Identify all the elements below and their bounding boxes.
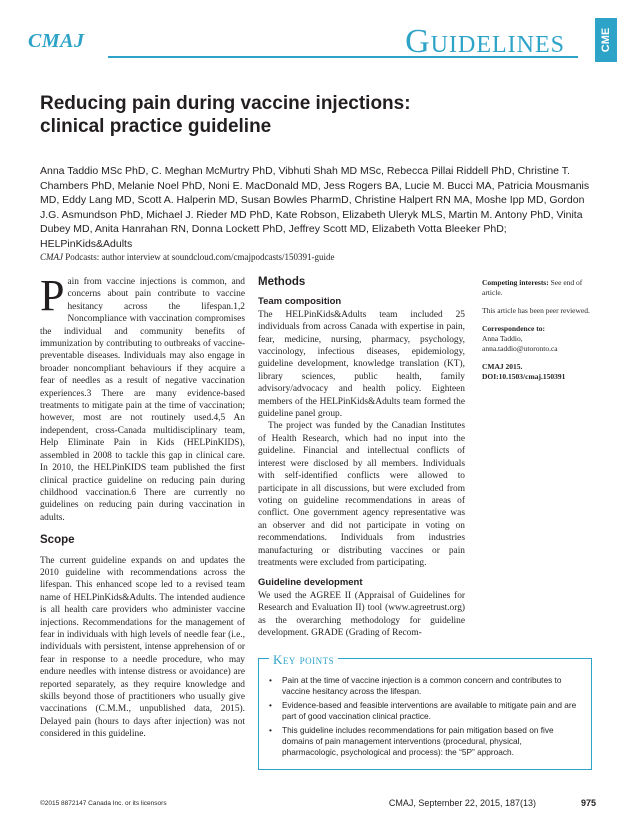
drop-cap: P: [40, 271, 65, 320]
team-paragraph-1: The HELPinKids&Adults team included 25 individuals from across Canada with expertise in pain, fear, medicine, nursing, pharmacy, psychology, vaccinology, infectious diseases, epidemiology, guideline development, knowledge translation (KT), library sciences, public health, family advisory/advocacy and health policy. Eighteen members of the HELPinKids&Adults team formed the guideline panel group.: [258, 309, 465, 420]
competing-label: Competing interests:: [482, 278, 549, 287]
bullet-icon: •: [269, 725, 272, 736]
podcast-text: Podcasts: author interview at soundcloud.com/cmajpodcasts/150391-guide: [63, 252, 335, 262]
key-point-text: This guideline includes recommendations for pain mitigation based on five domains of pain management interventions (procedural, physical, pharmacologic, psychological and process): the “5P” approach.: [282, 725, 554, 757]
author-list: Anna Taddio MSc PhD, C. Meghan McMurtry PhD, Vibhuti Shah MD MSc, Rebecca Pillai Riddell PhD, Christine T. Chambers PhD, Melanie Noel PhD, Noni E. MacDonald MD, Jess Rogers BA, Lucie M. Bucci MA, Patricia Mousmanis MD, Eddy Lang MD, Scott A. Halperin MD, Susan Bowles PharmD, Christine Halpert RN MA, Moshe Ipp MD, Gordon J.G. Asmundson PhD, Michael J. Rieder MD PhD, Kate Robson, Elizabeth Uleryk MLS, Martin M. Antony PhD, Vinita Dubey MD, Anita Hanrahan RN, Donna Lockett PhD, Jeffrey Scott MD, Elizabeth Votta Bleeker PhD; HELPinKids&Adults: [40, 165, 590, 250]
key-points-title: Key points: [269, 652, 338, 668]
correspondence-label: Correspondence to:: [482, 324, 545, 333]
column-middle: [258, 276, 465, 639]
article-title: Reducing pain during vaccine injections: clinical practice guideline: [40, 93, 411, 137]
correspondence-name: Anna Taddio,: [482, 334, 523, 343]
doi: [482, 362, 592, 382]
journal-logo: CMAJ: [28, 30, 85, 52]
correspondence: [482, 324, 592, 354]
key-points-list: [269, 675, 579, 761]
cme-tab-label: CME: [600, 27, 613, 53]
podcast-journal: CMAJ: [40, 252, 63, 262]
competing-text: See end of article.: [482, 278, 583, 297]
correspondence-email[interactable]: anna.taddio@utoronto.ca: [482, 344, 558, 353]
podcast-line: [40, 252, 540, 262]
key-point: [269, 675, 579, 696]
key-points-box: [258, 652, 592, 770]
team-paragraph-2: The project was funded by the Canadian Institutes of Health Research, which had no input into the guideline. Financial and intellectual conflicts of interest were disclosed by all members. Individuals with self-identified conflicts were allowed to participate in all discussions, but were excluded from voting on guideline recommendations in areas of conflict. One government agency representative was an observer and did not participate in voting on recommendations. Individuals from industries manufacturing or distributing vaccines or pain treatments were excluded from participating.: [258, 421, 465, 568]
page-number: 975: [580, 798, 596, 808]
copyright: ©2015 8872147 Canada Inc. or its licensors: [40, 800, 167, 807]
cme-tab: [595, 18, 617, 62]
scope-heading: Scope: [40, 534, 75, 547]
key-point-text: Evidence-based and feasible interventions are available to mitigate pain and are part of good vaccination clinical practice.: [282, 700, 577, 721]
doi-text: CMAJ 2015. DOI:10.1503/cmaj.150391: [482, 362, 566, 381]
bullet-icon: •: [269, 700, 272, 711]
development-heading: Guideline development: [258, 577, 363, 589]
peer-review-note: This article has been peer reviewed.: [482, 306, 590, 315]
key-point: [269, 725, 579, 757]
key-point: [269, 700, 579, 721]
scope-text: The current guideline expands on and updates the 2010 guideline with recommendations across the lifespan. This enhanced scope led to a revised team name of HELPinKids&Adults. The intended audience is all health care providers who administer vaccine injections. Recommendations for the management of fear in individuals with high levels of needle fear (i.e., individuals with persistent, intense apprehension of or fear in response to a needle procedure, who may endure needles with intense distress or avoidance) are reported separately, as they require knowledge and skills beyond those of practitioners who usually give vaccinations (C.M.M., unpublished data, 2015). Delayed pain (hours to days after injection) was not considered in this guideline.: [40, 555, 245, 740]
column-left: [40, 271, 245, 741]
key-point-text: Pain at the time of vaccine injection is a common concern and contributes to vaccine hesitancy across the lifespan.: [282, 675, 562, 696]
intro-paragraph: [40, 271, 245, 524]
development-text: We used the AGREE II (Appraisal of Guidelines for Research and Evaluation II) tool (www.agreetrust.org) as the overarching methodology for guideline development. GRADE (Grading of Recom-: [258, 590, 465, 638]
team-heading: Team composition: [258, 296, 342, 308]
page-footer: [40, 798, 596, 812]
journal-citation: CMAJ, September 22, 2015, 187(13): [388, 798, 536, 808]
bullet-icon: •: [269, 675, 272, 685]
methods-heading: Methods: [258, 276, 306, 288]
intro-text: ain from vaccine injections is common, and concerns about pain contribute to vaccine hesitancy across the lifespan.1,2 Noncompliance with vaccination compromises the individual and community benefits of immunization by contributing to outbreaks of vaccine-preventable diseases. Individuals may also engage in broader noncompliant behaviours if they acquire a fear of needles as a result of negative vaccination experiences.3 There are many evidence-based treatments to mitigate pain at the time of vaccination; however, most are not routinely used.4,5 An independent, cross-Canada multidisciplinary team, Help Eliminate Pain in Kids (HELPinKIDS), assembled in 2008 to tackle this gap in clinical care. In 2010, the HELPinKIDS team published the first clinical practice guideline on reducing pain during childhood vaccination.6 There are currently no guidelines on reducing pain during vaccination in adults.: [40, 277, 245, 523]
page-header: [0, 0, 617, 90]
sidebar-notes: [482, 278, 592, 390]
competing-interests: [482, 278, 592, 298]
section-title: Guidelines: [405, 23, 565, 60]
